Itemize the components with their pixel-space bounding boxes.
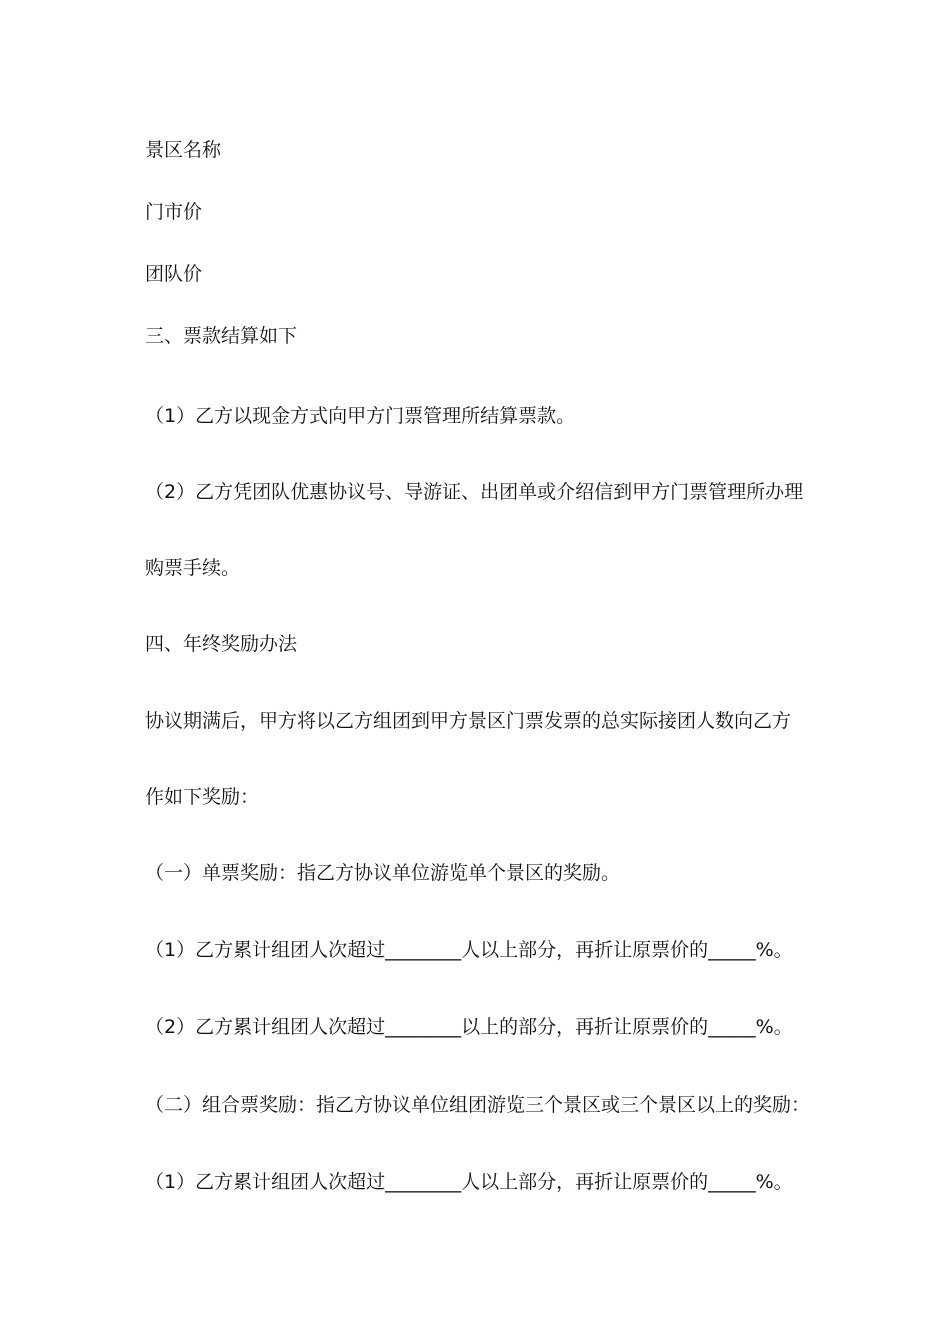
section-heading-settlement: 三、票款结算如下 (145, 325, 298, 347)
paragraph-settlement-2-cont: 购票手续。 (145, 557, 241, 579)
paragraph-settlement-1: （1）乙方以现金方式向甲方门票管理所结算票款。 (145, 405, 576, 427)
section-heading-rewards: 四、年终奖励办法 (145, 633, 298, 655)
paragraph-single-ticket-1: （1）乙方累计组团人次超过________人以上部分，再折让原票价的_____%。 (145, 939, 793, 961)
paragraph-rewards-intro: 协议期满后，甲方将以乙方组团到甲方景区门票发票的总实际接团人数向乙方 (145, 710, 792, 732)
paragraph-settlement-2: （2）乙方凭团队优惠协议号、导游证、出团单或介绍信到甲方门票管理所办理 (145, 481, 804, 503)
paragraph-rewards-intro-cont: 作如下奖励： (145, 786, 260, 808)
subheading-combo-ticket: （二）组合票奖励：指乙方协议单位组团游览三个景区或三个景区以上的奖励： (145, 1094, 811, 1116)
line-scenic-area-name: 景区名称 (145, 139, 222, 161)
subheading-single-ticket: （一）单票奖励：指乙方协议单位游览单个景区的奖励。 (145, 862, 621, 884)
paragraph-combo-ticket-1: （1）乙方累计组团人次超过________人以上部分，再折让原票价的_____%。 (145, 1171, 793, 1193)
line-group-price: 团队价 (145, 263, 203, 285)
paragraph-single-ticket-2: （2）乙方累计组团人次超过________以上的部分，再折让原票价的_____%。 (145, 1016, 793, 1038)
line-retail-price: 门市价 (145, 201, 203, 223)
